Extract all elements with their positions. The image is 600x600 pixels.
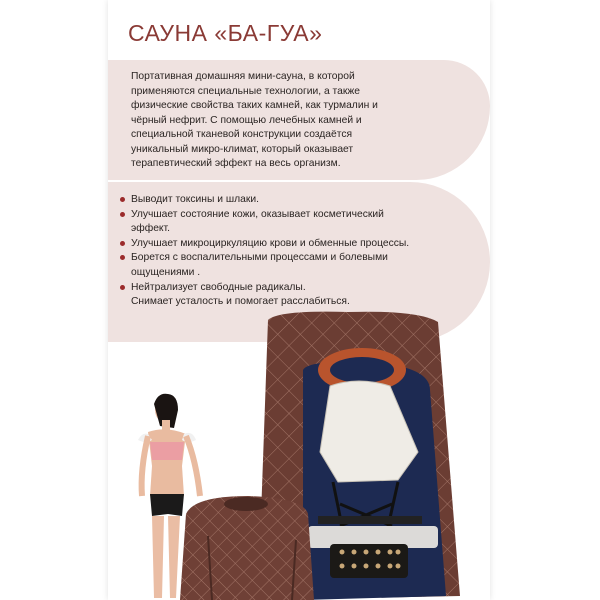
benefit-item: Улучшает микроциркуляцию крови и обменные процессы. [119,237,419,252]
sauna-illustration [108,300,490,600]
benefit-item: Снимает усталость и помогает расслабиться. [131,296,350,308]
intro-text: Портативная домашняя мини-сауна, в которой применяются специальные технологии, а также физические свойства таких камней, как турмалин и чёрный нефрит. С помощью лечебных камней и специальной тканевой конструкции создаётся уникальный микро-климат, который оказывает терапевтический эффект на весь организм. [131,71,378,169]
page-title: САУНА «БА-ГУА» [128,20,323,46]
product-page [108,0,490,600]
benefit-item: Борется с воспалительными процессами и болевыми ощущениями . [119,251,419,280]
closed-sauna-image [180,496,314,600]
benefit-item: Выводит токсины и шлаки. [119,193,419,208]
benefit-item: Улучшает состояние кожи, оказывает косметический эффект. [119,208,419,237]
benefits-list [119,193,419,310]
benefit-item: Нейтрализует свободные радикалы. [119,281,419,296]
